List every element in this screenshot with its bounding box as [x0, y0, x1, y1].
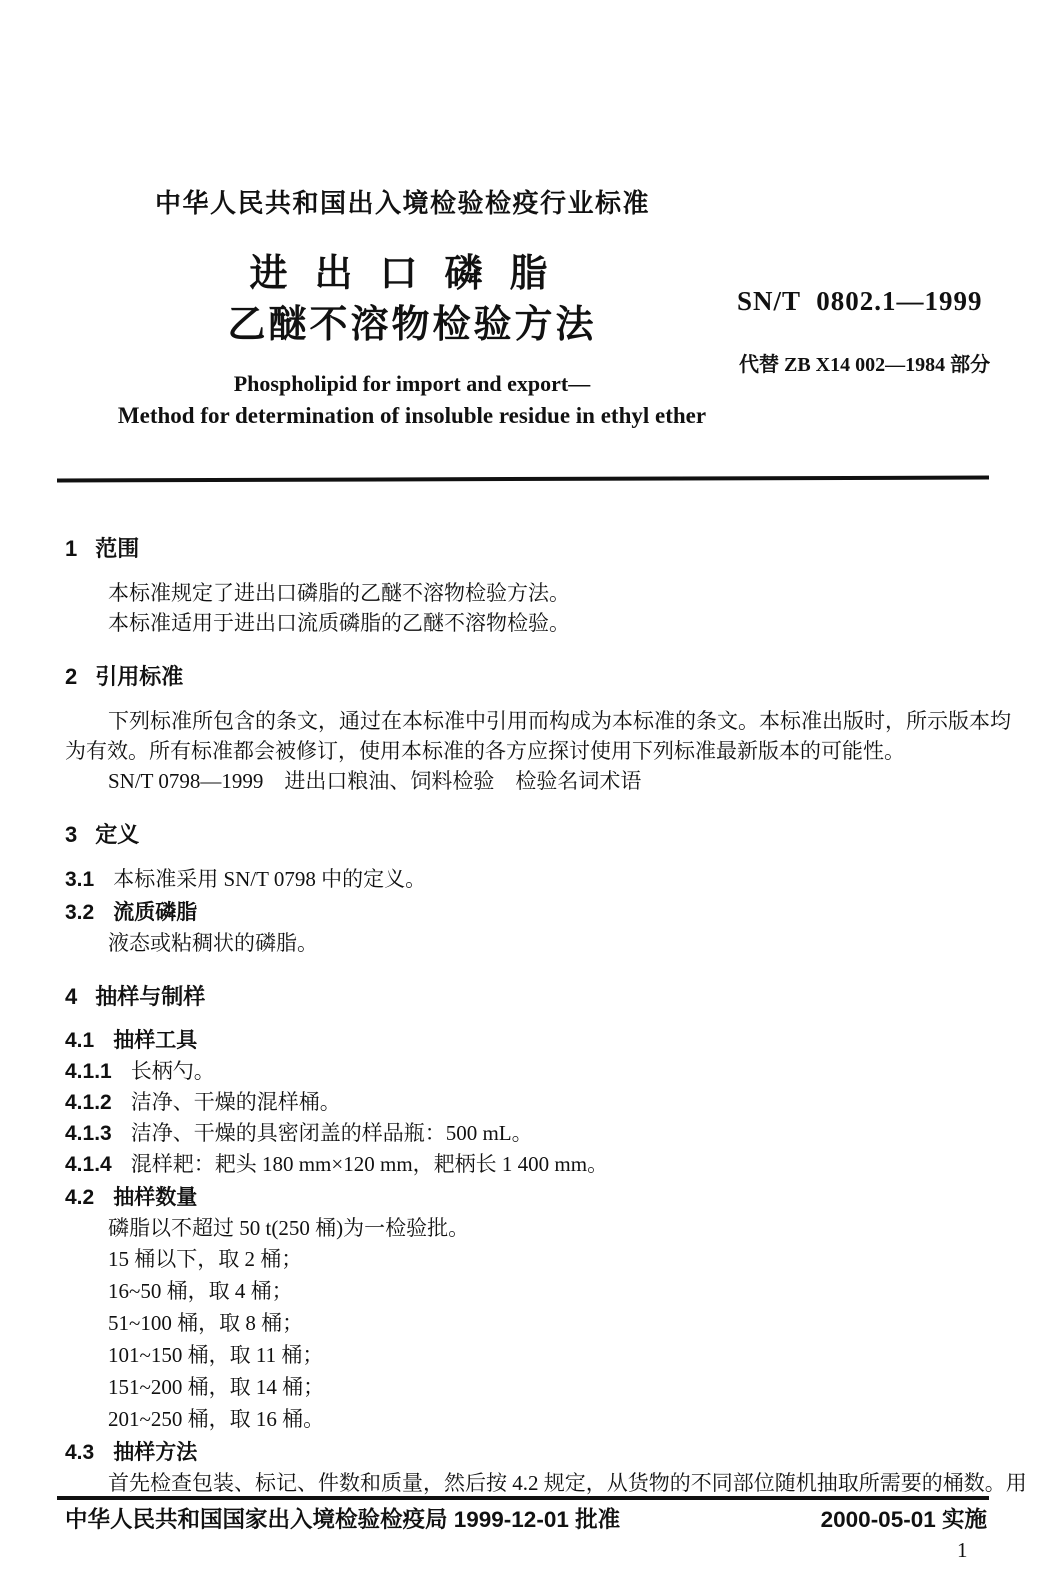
- document-title-en-line2: Method for determination of insoluble residue in ethyl ether: [117, 403, 707, 428]
- clause-number: 4.1: [65, 1029, 95, 1052]
- clause-number: 4.1.4: [65, 1153, 112, 1176]
- approval-statement: 中华人民共和国国家出入境检验检疫局 1999-12-01 批准: [65, 1507, 621, 1532]
- text-run: 首先检查包装、标记、件数和质量，然后按 4.2 规定，从货物的不同部位随机抽取所需要的桶数。用: [108, 1471, 1027, 1495]
- list-line: [65, 1307, 990, 1339]
- clause-line: [65, 1056, 990, 1087]
- text-run: 流质磷脂: [113, 901, 198, 924]
- text-run: 定义: [95, 822, 140, 847]
- clause-number: 4.3: [65, 1441, 95, 1464]
- clause-heading: [65, 662, 990, 692]
- text-run: 16~50 桶，取 4 桶；: [108, 1279, 293, 1303]
- subclause-heading: [65, 1183, 990, 1213]
- text-run: 151~200 桶，取 14 桶；: [108, 1375, 325, 1399]
- text-run: 抽样方法: [113, 1441, 198, 1464]
- text-run: 本标准规定了进出口磷脂的乙醚不溶物检验方法。: [108, 581, 570, 605]
- paragraph: [65, 1468, 1027, 1498]
- text-run: 液态或粘稠状的磷脂。: [108, 931, 318, 955]
- text-run: 洁净、干燥的具密闭盖的样品瓶：500 mL。: [130, 1121, 533, 1145]
- text-run: 引用标准: [95, 664, 184, 689]
- clause-line: [65, 864, 990, 895]
- paragraph: [65, 766, 990, 796]
- clause-line: [65, 1087, 990, 1118]
- standard-number: SN/T 0802.1—1999: [737, 286, 983, 316]
- standard-category-label: 中华人民共和国出入境检验检疫行业标准: [155, 188, 651, 218]
- list-line: [65, 1243, 990, 1275]
- text-run: 抽样工具: [113, 1029, 198, 1052]
- clause-line: [65, 1118, 990, 1149]
- paragraph: [65, 578, 990, 608]
- text-run: 混样耙：耙头 180 mm×120 mm，耙柄长 1 400 mm。: [130, 1152, 609, 1176]
- text-run: 101~150 桶，取 11 桶；: [108, 1343, 324, 1367]
- paragraph-continuation: [65, 736, 990, 766]
- title-block: [62, 253, 762, 429]
- paragraph: [65, 608, 990, 638]
- document-title-cn-line1: 进出口磷脂: [249, 253, 575, 295]
- clause-line: [65, 1149, 990, 1180]
- clause-number: 3.2: [65, 901, 95, 924]
- text-run: 磷脂以不超过 50 t(250 桶)为一检验批。: [108, 1216, 470, 1240]
- clause-heading: [65, 534, 990, 564]
- subclause-heading: [65, 1438, 990, 1468]
- clause-number: 4.1.3: [65, 1122, 112, 1145]
- text-run: 15 桶以下，取 2 桶；: [108, 1247, 303, 1271]
- clause-number: 3.1: [65, 868, 95, 891]
- paragraph: [65, 1213, 990, 1243]
- separator-rule-bottom: [57, 1496, 989, 1500]
- clause-heading: [65, 820, 990, 850]
- replaces-note: 代替 ZB X14 002—1984 部分: [739, 354, 991, 376]
- clause-number: 4.1.1: [65, 1060, 112, 1083]
- text-run: 本标准适用于进出口流质磷脂的乙醚不溶物检验。: [108, 611, 570, 635]
- document-title-en-line1: Phospholipid for import and export—: [233, 371, 591, 396]
- subclause-heading: [65, 1026, 990, 1056]
- text-run: 范围: [95, 536, 140, 561]
- text-run: 长柄勺。: [130, 1059, 215, 1083]
- text-run: 51~100 桶，取 8 桶；: [108, 1311, 304, 1335]
- clause-number: 4: [65, 984, 78, 1009]
- paragraph: [65, 928, 990, 958]
- paragraph: [65, 706, 1011, 736]
- clause-number: 4.2: [65, 1186, 95, 1209]
- text-run: 为有效。所有标准都会被修订，使用本标准的各方应探讨使用下列标准最新版本的可能性。: [65, 739, 905, 763]
- text-run: 201~250 桶，取 16 桶。: [108, 1407, 325, 1431]
- text-run: 下列标准所包含的条文，通过在本标准中引用而构成为本标准的条文。本标准出版时，所示版本均: [108, 709, 1011, 733]
- list-line: [65, 1275, 990, 1307]
- footer: [65, 1505, 987, 1535]
- clause-heading: [65, 982, 990, 1012]
- list-line: [65, 1371, 990, 1403]
- text-run: 本标准采用 SN/T 0798 中的定义。: [113, 867, 427, 891]
- clause-number: 1: [65, 536, 78, 561]
- list-line: [65, 1403, 990, 1435]
- document-title-cn-line2: 乙醚不溶物检验方法: [227, 304, 597, 346]
- text-run: SN/T 0798—1999 进出口粮油、饲料检验 检验名词术语: [108, 769, 642, 793]
- text-run: 抽样数量: [113, 1186, 198, 1209]
- document-body: [65, 478, 1027, 1498]
- text-run: 抽样与制样: [95, 984, 206, 1009]
- clause-number: 2: [65, 664, 78, 689]
- text-run: 洁净、干燥的混样桶。: [130, 1090, 341, 1114]
- subclause-heading: [65, 898, 990, 928]
- clause-number: 3: [65, 822, 78, 847]
- page-number: 1: [957, 1538, 968, 1562]
- implementation-date: 2000-05-01 实施: [820, 1507, 987, 1532]
- list-line: [65, 1339, 990, 1371]
- clause-number: 4.1.2: [65, 1091, 112, 1114]
